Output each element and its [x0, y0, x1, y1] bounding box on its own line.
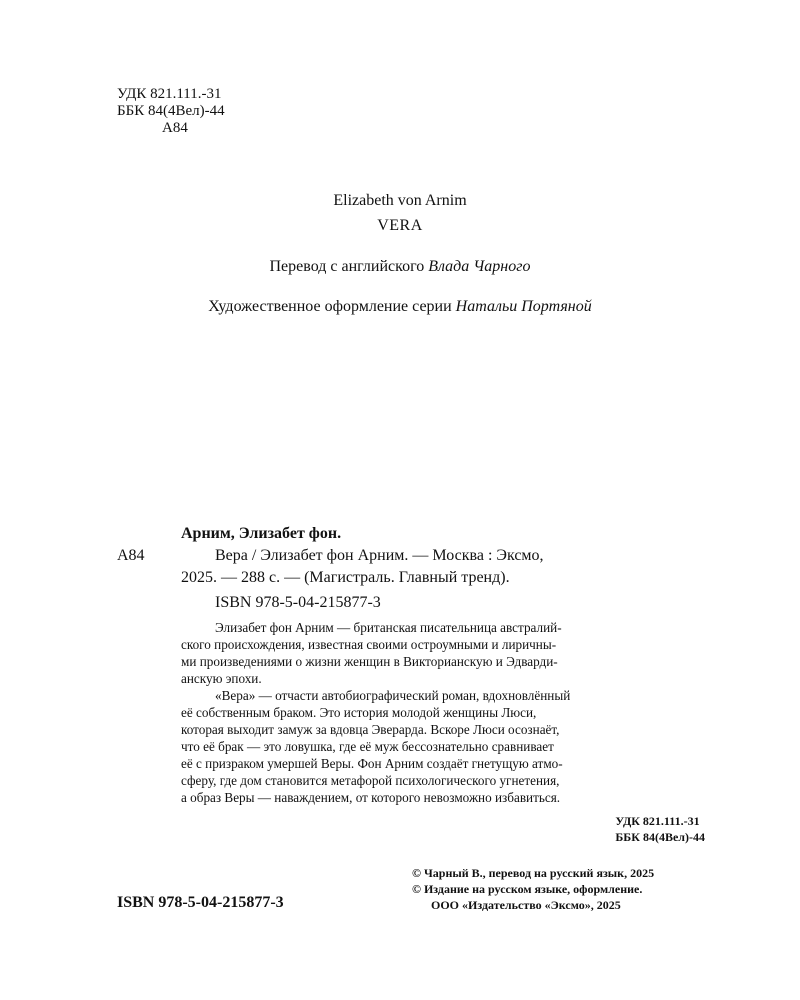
annotation-line: ми произведениями о жизни женщин в Викторианскую и Эдварди-	[181, 654, 558, 669]
bibliographic-heading: Арним, Элизабет фон.	[181, 525, 342, 542]
bbk-code: ББК 84(4Вел)-44	[117, 103, 225, 119]
original-author: Elizabeth von Arnim	[333, 192, 467, 209]
bibliographic-description-line-2: 2025. — 288 с. — (Магистраль. Главный тренд).	[181, 569, 510, 586]
designer-name: Натальи Портяной	[455, 298, 592, 315]
translation-credit	[0, 258, 800, 276]
translator-name: Влада Чарного	[428, 258, 531, 275]
annotation	[181, 619, 711, 806]
design-prefix: Художественное оформление серии	[208, 298, 452, 315]
copyright-block	[412, 865, 654, 913]
isbn-bottom: ISBN 978-5-04-215877-3	[117, 894, 284, 911]
classification-block	[117, 86, 225, 137]
author-mark: А84	[162, 120, 188, 136]
bibliographic-isbn: ISBN 978-5-04-215877-3	[215, 594, 381, 611]
bibliographic-description-line-1: Вера / Элизабет фон Арним. — Москва : Эксмо,	[215, 547, 544, 564]
copyright-line: © Издание на русском языке, оформление.	[412, 882, 643, 896]
copyright-line: ООО «Издательство «Эксмо», 2025	[431, 898, 621, 912]
original-title: VERA	[377, 217, 423, 234]
copyright-line: © Чарный В., перевод на русский язык, 2025	[412, 866, 655, 880]
udk-code: УДК 821.111.-31	[117, 86, 222, 102]
annotation-line: которая выходит замуж за вдовца Эверарда. Вскоре Люси осознаёт,	[181, 722, 560, 737]
annotation-line: что её брак — это ловушка, где её муж бессознательно сравнивает	[181, 739, 554, 754]
bottom-classification	[615, 813, 705, 845]
annotation-line: Элизабет фон Арним — британская писательница австралий-	[215, 620, 562, 635]
annotation-line: «Вера» — отчасти автобиографический роман, вдохновлённый	[215, 688, 571, 703]
bottom-udk: УДК 821.111.-31	[615, 814, 700, 828]
annotation-line: анскую эпохи.	[181, 671, 262, 686]
bottom-bbk: ББК 84(4Вел)-44	[615, 830, 705, 844]
translation-prefix: Перевод с английского	[269, 258, 425, 275]
annotation-line: её с призраком умершей Веры. Фон Арним создаёт гнетущую атмо-	[181, 756, 563, 771]
annotation-line: сферу, где дом становится метафорой психологического угнетения,	[181, 773, 560, 788]
bibliographic-code: А84	[117, 547, 145, 564]
design-credit	[0, 298, 800, 316]
annotation-line: а образ Веры — наваждением, от которого невозможно избавиться.	[181, 790, 561, 805]
annotation-line: ского происхождения, известная своими остроумными и лиричны-	[181, 637, 557, 652]
annotation-line: её собственным браком. Это история молодой женщины Люси,	[181, 705, 537, 720]
